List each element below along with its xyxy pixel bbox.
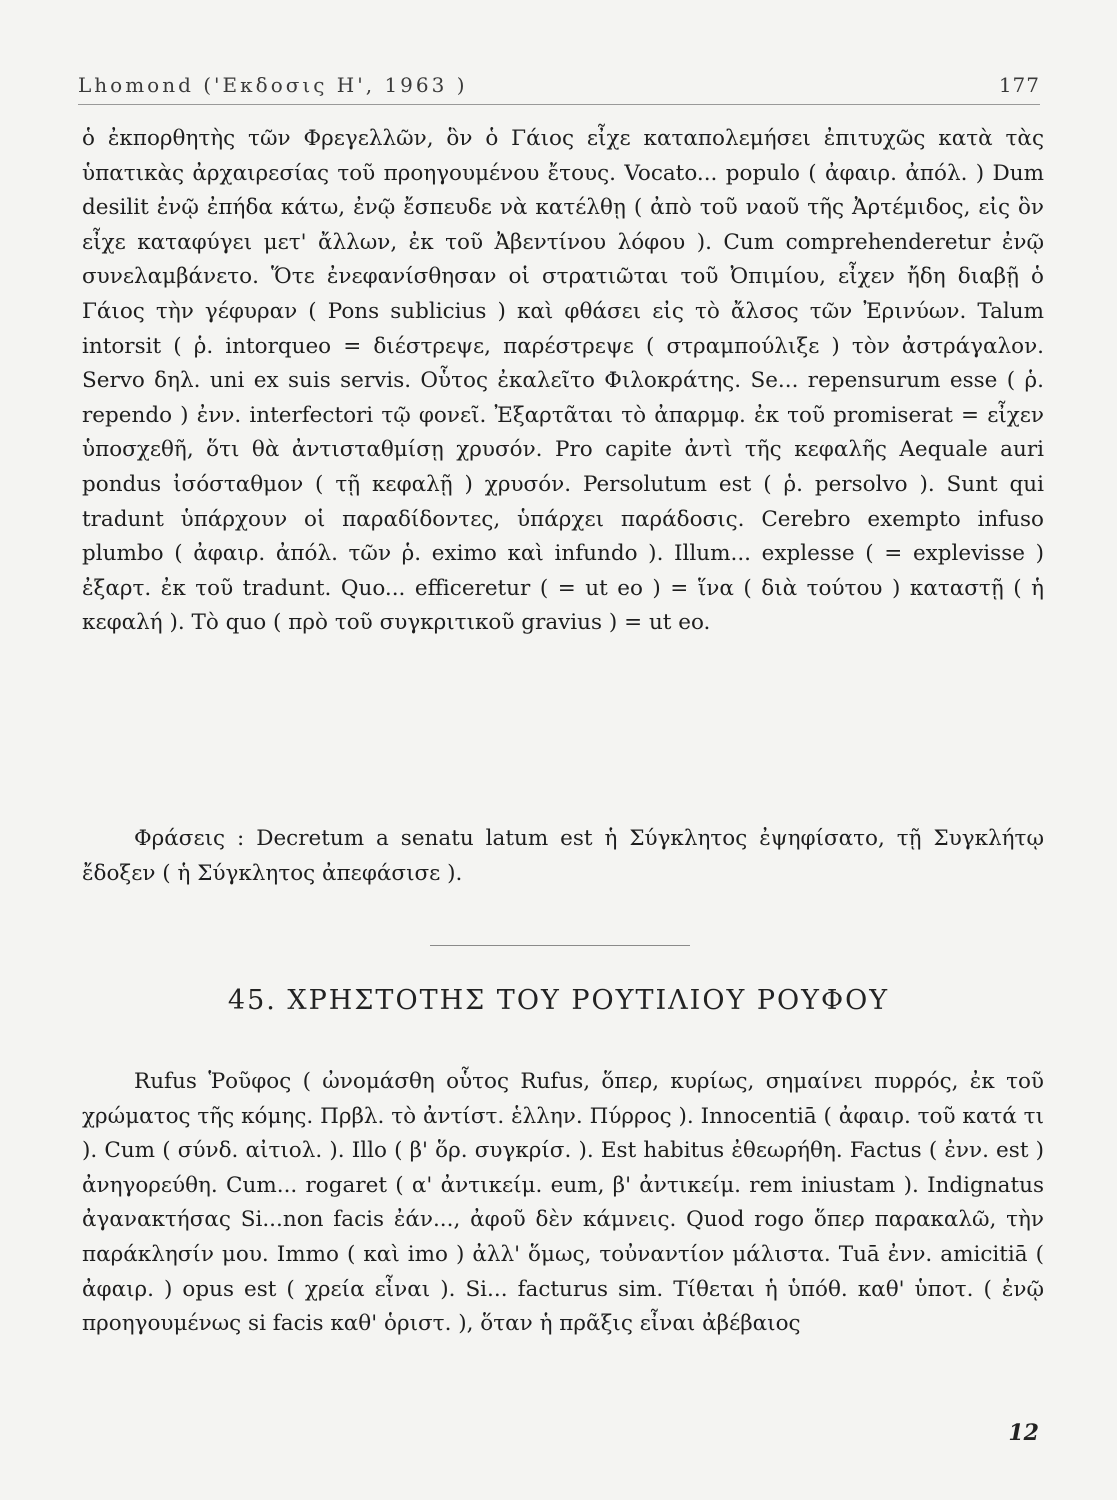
header-page-number: 177 bbox=[998, 73, 1040, 97]
running-header bbox=[78, 73, 1040, 103]
section-divider bbox=[430, 945, 690, 946]
commentary-paragraph-1: ὁ ἐκπορθητὴς τῶν Φρεγελλῶν, ὃν ὁ Γάιος εἶχε καταπολεμήσει ἐπιτυχῶς κατὰ τὰς ὑπατικὰς ἀρχαιρεσίας τοῦ προηγουμένου ἔτους. Vocato... populo ( ἀφαιρ. ἀπόλ. ) Dum desilit ἐνῷ ἐπήδα κάτω, ἐνῷ ἔσπευδε νὰ κατέλθῃ ( ἀπὸ τοῦ ναοῦ τῆς Ἀρτέμιδος, εἰς ὃν εἶχε καταφύγει μετ' ἄλλων, ἐκ τοῦ Ἀβεντίνου λόφου ). Cum comprehenderetur ἐνῷ συνελαμβάνετο. Ὅτε ἐνεφανίσθησαν οἱ στρατιῶται τοῦ Ὀπιμίου, εἶχεν ἤδη διαβῇ ὁ Γάιος τὴν γέφυραν ( Pons sublicius ) καὶ φθάσει εἰς τὸ ἄλσος τῶν Ἐρινύων. Talum intorsit ( ῥ. intorqueo = διέστρεψε, παρέστρεψε ( στραμπούλιξε ) τὸν ἀστράγαλον. Servo δηλ. uni ex suis servis. Οὗτος ἐκαλεῖτο Φιλοκράτης. Se... repensurum esse ( ῥ. rependo ) ἐνν. interfectori τῷ φονεῖ. Ἐξαρτᾶται τὸ ἀπαρμφ. ἐκ τοῦ promiserat = εἶχεν ὑποσχεθῆ, ὅτι θὰ ἀντισταθμίσῃ χρυσόν. Pro capite ἀντὶ τῆς κεφαλῆς Aequale auri pondus ἰσόσταθμον ( τῇ κεφαλῇ ) χρυσόν. Persolutum est ( ῥ. persolvo ). Sunt qui tradunt ὑπάρχουν οἱ παραδίδοντες, ὑπάρχει παράδοσις. Cerebro exempto infuso plumbo ( ἀφαιρ. ἀπόλ. τῶν ῥ. eximo καὶ infundo ). Illum... explesse ( = explevisse ) ἐξαρτ. ἐκ τοῦ tradunt. Quo... efficeretur ( = ut eo ) = ἵνα ( διὰ τούτου ) καταστῇ ( ἡ κεφαλή ). Τὸ quo ( πρὸ τοῦ συγκριτικοῦ gravius ) = ut eo. bbox=[82, 126, 1044, 636]
phrases-paragraph: Φράσεις : Decretum a senatu latum est ἡ Σύγκλητος ἐψηφίσατο, τῇ Συγκλήτῳ ἔδοξεν ( ἡ Σύγκλητος ἀπεφάσισε ). bbox=[82, 826, 1044, 886]
section-heading: 45. ΧΡΗΣΤΟΤΗΣ ΤΟΥ ΡΟΥΤΙΛΙΟΥ ΡΟΥΦΟΥ bbox=[227, 985, 890, 1016]
commentary-paragraph-2: Rufus Ῥοῦφος ( ὠνομάσθη οὗτος Rufus, ὅπερ, κυρίως, σημαίνει πυρρός, ἐκ τοῦ χρώματος τῆς κόμης. Πρβλ. τὸ ἀντίστ. ἑλλην. Πύρρος ). Innocentiā ( ἀφαιρ. τοῦ κατά τι ). Cum ( σύνδ. αἰτιολ. ). Illo ( β' ὅρ. συγκρίσ. ). Est habitus ἐθεωρήθη. Factus ( ἐνν. est ) ἀνηγορεύθη. Cum... rogaret ( α' ἀντικείμ. eum, β' ἀντικείμ. rem iniustam ). Indignatus ἀγανακτήσας Si...non facis ἐάν..., ἀφοῦ δὲν κάμνεις. Quod rogo ὅπερ παρακαλῶ, τὴν παράκλησίν μου. Immo ( καὶ imo ) ἀλλ' ὅμως, τοὐναντίον μάλιστα. Tuā ἐνν. amicitiā ( ἀφαιρ. ) opus est ( χρεία εἶναι ). Si... facturus sim. Τίθεται ἡ ὑπόθ. καθ' ὑποτ. ( ἐνῷ προηγουμένως si facis καθ' ὁριστ. ), ὅταν ἡ πρᾶξις εἶναι ἀβέβαιος bbox=[82, 1069, 1044, 1337]
footer-signature-number: 12 bbox=[1008, 1420, 1039, 1446]
header-title: Lhomond ('Εκδοσις Η', 1963 ) bbox=[78, 73, 468, 97]
header-rule bbox=[78, 104, 1040, 105]
